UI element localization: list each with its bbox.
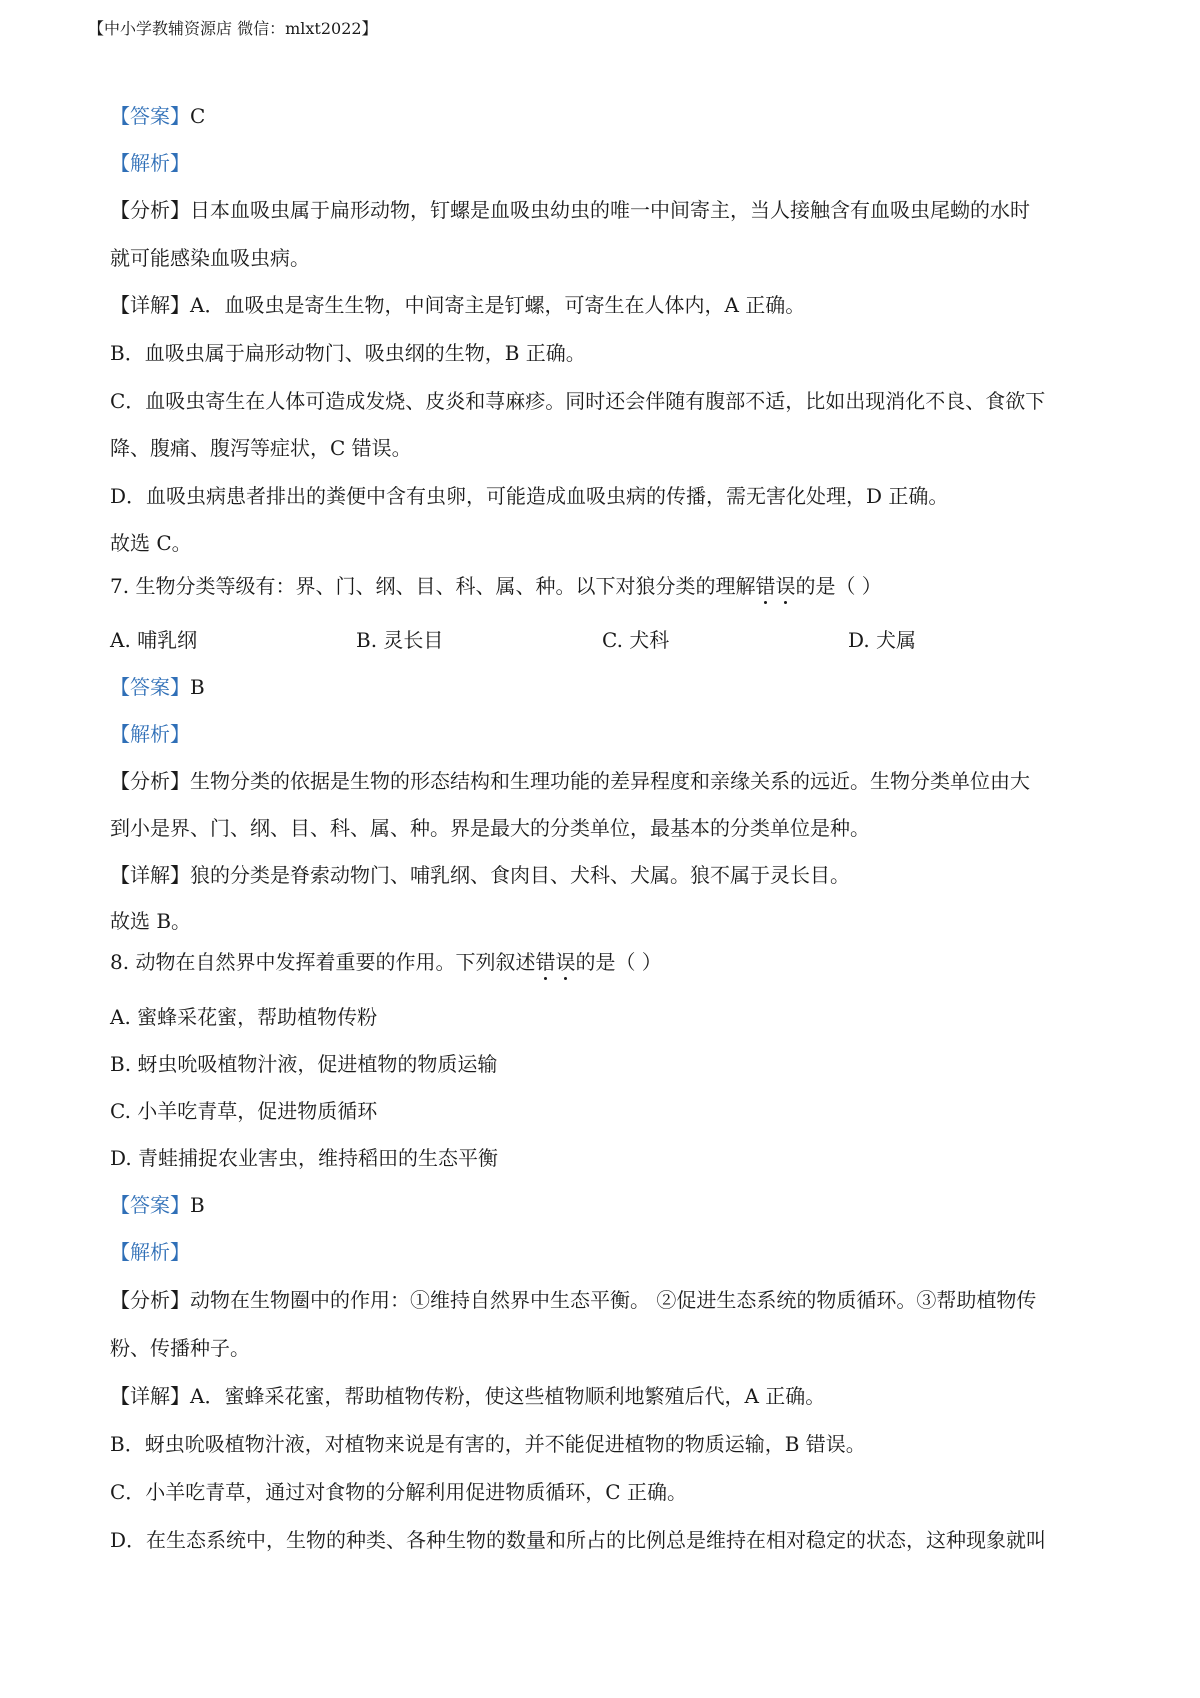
q7-option-d: D. 犬属 bbox=[848, 628, 917, 652]
q8-option-a: A. 蜜蜂采花蜜，帮助植物传粉 bbox=[110, 1005, 378, 1029]
xiangjie-tag: 【详解】 bbox=[110, 863, 190, 887]
emphasis-char: 误 bbox=[555, 950, 576, 974]
stem-text: 7. 生物分类等级有：界、门、纲、目、科、属、种。以下对狼分类的理解 bbox=[110, 574, 756, 598]
q6-fenxi-line1 bbox=[110, 198, 1030, 222]
q7-option-c: C. 犬科 bbox=[602, 628, 670, 652]
q7-choose: 故选 B。 bbox=[110, 909, 192, 933]
emphasis-char: 错 bbox=[535, 950, 556, 974]
xiangjie-tag: 【详解】 bbox=[110, 1384, 190, 1408]
answer-tag: 【答案】 bbox=[110, 675, 190, 699]
q8-xiangjie bbox=[110, 1384, 825, 1408]
q8-fenxi-line1 bbox=[110, 1288, 1036, 1312]
fenxi-text: 日本血吸虫属于扁形动物，钉螺是血吸虫幼虫的唯一中间寄主，当人接触含有血吸虫尾蚴的水时 bbox=[190, 198, 1030, 222]
q6-option-c-explain-1: C．血吸虫寄生在人体可造成发烧、皮炎和荨麻疹。同时还会伴随有腹部不适，比如出现消化不良、食欲下 bbox=[110, 389, 1046, 413]
fenxi-tag: 【分析】 bbox=[110, 198, 190, 222]
q6-answer bbox=[110, 104, 205, 128]
q8-stem bbox=[110, 950, 662, 974]
q8-analysis-tag: 【解析】 bbox=[110, 1240, 190, 1264]
q8-option-d: D. 青蛙捕捉农业害虫，维持稻田的生态平衡 bbox=[110, 1146, 499, 1170]
answer-tag: 【答案】 bbox=[110, 1193, 190, 1217]
q6-option-b-explain: B．血吸虫属于扁形动物门、吸虫纲的生物，B 正确。 bbox=[110, 341, 586, 365]
xiangjie-text: 狼的分类是脊索动物门、哺乳纲、食肉目、犬科、犬属。狼不属于灵长目。 bbox=[190, 863, 850, 887]
q6-fenxi-line2: 就可能感染血吸虫病。 bbox=[110, 246, 310, 270]
q8-option-c: C. 小羊吃青草，促进物质循环 bbox=[110, 1099, 378, 1123]
fenxi-text: 生物分类的依据是生物的形态结构和生理功能的差异程度和亲缘关系的远近。生物分类单位由大 bbox=[190, 769, 1030, 793]
emphasis-char: 错 bbox=[755, 574, 776, 598]
fenxi-tag: 【分析】 bbox=[110, 769, 190, 793]
q6-choose: 故选 C。 bbox=[110, 531, 192, 555]
stem-text: 8. 动物在自然界中发挥着重要的作用。下列叙述 bbox=[110, 950, 536, 974]
answer-tag: 【答案】 bbox=[110, 104, 190, 128]
emphasis-char: 误 bbox=[775, 574, 796, 598]
q8-option-d-explain: D．在生态系统中，生物的种类、各种生物的数量和所占的比例总是维持在相对稳定的状态，这种现象就叫 bbox=[110, 1528, 1047, 1552]
q8-option-b-explain: B．蚜虫吮吸植物汁液，对植物来说是有害的，并不能促进植物的物质运输，B 错误。 bbox=[110, 1432, 866, 1456]
q8-answer bbox=[110, 1193, 205, 1217]
fenxi-text: 动物在生物圈中的作用：①维持自然界中生态平衡。 ②促进生态系统的物质循环。③帮助植物传 bbox=[190, 1288, 1037, 1312]
xiangjie-text: A．血吸虫是寄生生物，中间寄主是钉螺，可寄生在人体内，A 正确。 bbox=[190, 293, 806, 317]
q7-analysis-tag: 【解析】 bbox=[110, 722, 190, 746]
stem-blank: 的是（ ） bbox=[575, 950, 662, 974]
answer-value: C bbox=[190, 104, 206, 128]
page-header: 【中小学教辅资源店 微信：mlxt2022】 bbox=[88, 19, 378, 38]
q7-option-a: A. 哺乳纲 bbox=[110, 628, 198, 652]
q7-stem bbox=[110, 574, 882, 598]
q8-option-c-explain: C．小羊吃青草，通过对食物的分解利用促进物质循环，C 正确。 bbox=[110, 1480, 687, 1504]
stem-blank: 的是（ ） bbox=[795, 574, 882, 598]
q7-fenxi-line2: 到小是界、门、纲、目、科、属、种。界是最大的分类单位，最基本的分类单位是种。 bbox=[110, 816, 870, 840]
q7-answer bbox=[110, 675, 205, 699]
q7-xiangjie bbox=[110, 863, 850, 887]
fenxi-tag: 【分析】 bbox=[110, 1288, 190, 1312]
q8-fenxi-line2: 粉、传播种子。 bbox=[110, 1336, 250, 1360]
q6-analysis-tag: 【解析】 bbox=[110, 151, 190, 175]
answer-value: B bbox=[190, 1193, 205, 1217]
xiangjie-text: A．蜜蜂采花蜜，帮助植物传粉，使这些植物顺利地繁殖后代，A 正确。 bbox=[190, 1384, 826, 1408]
q7-fenxi-line1 bbox=[110, 769, 1030, 793]
q6-xiangjie bbox=[110, 293, 805, 317]
xiangjie-tag: 【详解】 bbox=[110, 293, 190, 317]
q6-option-c-explain-2: 降、腹痛、腹泻等症状，C 错误。 bbox=[110, 436, 412, 460]
q7-option-b: B. 灵长目 bbox=[356, 628, 444, 652]
q8-option-b: B. 蚜虫吮吸植物汁液，促进植物的物质运输 bbox=[110, 1052, 498, 1076]
q6-option-d-explain: D．血吸虫病患者排出的粪便中含有虫卵，可能造成血吸虫病的传播，需无害化处理，D 正确。 bbox=[110, 484, 949, 508]
answer-value: B bbox=[190, 675, 205, 699]
